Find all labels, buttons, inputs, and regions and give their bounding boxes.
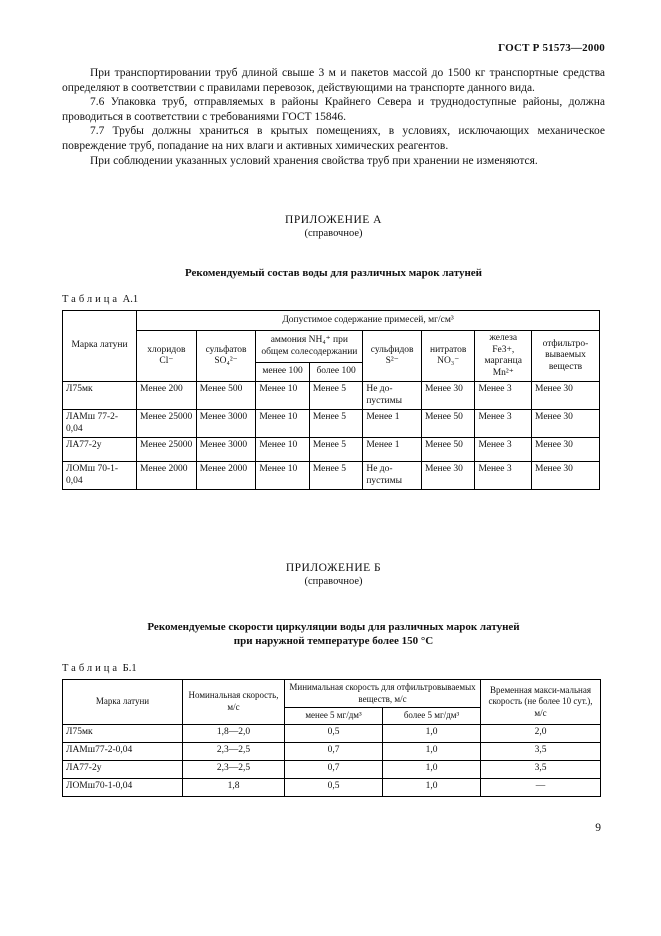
- brand-cell: Л75мк: [63, 382, 137, 410]
- brand-cell: ЛОМш70-1-0,04: [63, 778, 183, 796]
- table-a-header-ammonium-less100: менее 100: [256, 363, 309, 382]
- table-a-label: [62, 294, 605, 305]
- appendix-a-subtitle: (справочное): [304, 228, 363, 240]
- table-b-header-nominal-speed: Номинальная скорость, м/с: [183, 680, 285, 725]
- value-cell: Менее 2000: [196, 462, 256, 490]
- value-cell: Менее 3: [475, 462, 532, 490]
- table-a-header-ammonium-more100: более 100: [309, 363, 362, 382]
- value-cell: Менее 30: [532, 438, 600, 462]
- appendix-a-heading: [62, 214, 605, 239]
- value-cell: Не до-пустимы: [363, 382, 422, 410]
- table-a-title: Рекомендуемый состав воды для различных марок латуней: [184, 267, 483, 280]
- table-b-header-min-speed-group: Минимальная скорость для отфильтровываемых веществ, м/с: [285, 680, 481, 708]
- paragraph-7-7: 7.7 Трубы должны храниться в крытых помещениях, в условиях, исключающих механическое повреждение труб, попадание на них влаги и активных химических реагентов.: [62, 125, 605, 152]
- brand-cell: ЛАМш 77-2-0,04: [63, 410, 137, 438]
- table-b-header-more5: более 5 мг/дм³: [383, 708, 481, 725]
- brand-cell: ЛАМш77-2-0,04: [63, 742, 183, 760]
- value-cell: 0,7: [285, 760, 383, 778]
- appendix-b-title: ПРИЛОЖЕНИЕ Б: [285, 562, 382, 575]
- table-b-label-word: Таблица: [62, 663, 121, 675]
- table-a-label-number: А.1: [122, 294, 139, 306]
- value-cell: Менее 25000: [137, 410, 197, 438]
- table-b-title-line2: при наружной температуре более 150 °С: [233, 634, 434, 647]
- table-b-title-line1: Рекомендуемые скорости циркуляции воды для различных марок латуней: [147, 621, 520, 634]
- value-cell: Менее 5: [309, 438, 362, 462]
- value-cell: 2,3—2,5: [183, 742, 285, 760]
- table-b-label-number: Б.1: [122, 663, 137, 675]
- value-cell: Менее 50: [421, 410, 474, 438]
- value-cell: 0,5: [285, 778, 383, 796]
- value-cell: Менее 30: [532, 410, 600, 438]
- value-cell: Менее 10: [256, 438, 309, 462]
- value-cell: 1,0: [383, 742, 481, 760]
- table-a-header-filtered: отфильтро-вываемых веществ: [532, 331, 600, 382]
- brand-cell: Л75мк: [63, 724, 183, 742]
- appendix-b-subtitle: (справочное): [304, 576, 363, 588]
- brand-cell: ЛА77-2у: [63, 438, 137, 462]
- page-number: 9: [595, 822, 601, 834]
- value-cell: Менее 50: [421, 438, 474, 462]
- table-a-label-word: Таблица: [62, 294, 121, 306]
- value-cell: Менее 10: [256, 410, 309, 438]
- value-cell: 3,5: [481, 742, 601, 760]
- paragraph-transport: При транспортировании труб длиной свыше 3 м и пакетов массой до 1500 кг транспортные средства определяют в соответствии с правилами перевозок, действующими на транспорте данного вида.: [62, 67, 605, 94]
- value-cell: Менее 5: [309, 382, 362, 410]
- value-cell: Менее 30: [532, 382, 600, 410]
- table-b-label: [62, 663, 605, 674]
- value-cell: Менее 3: [475, 382, 532, 410]
- value-cell: 1,0: [383, 778, 481, 796]
- table-b: [62, 679, 601, 797]
- table-row: [63, 438, 600, 462]
- table-row: [63, 760, 601, 778]
- table-row: [63, 410, 600, 438]
- table-a-header-sulfides: сульфидов S²⁻: [363, 331, 422, 382]
- table-a-header-nitrates: нитратов NO₃⁻: [421, 331, 474, 382]
- value-cell: 1,8—2,0: [183, 724, 285, 742]
- value-cell: Менее 25000: [137, 438, 197, 462]
- paragraph-7-6: 7.6 Упаковка труб, отправляемых в районы Крайнего Севера и труднодоступные районы, должна проводиться в соответствии с требованиями ГОСТ 15846.: [62, 96, 605, 123]
- value-cell: Менее 500: [196, 382, 256, 410]
- table-row: [63, 724, 601, 742]
- value-cell: Менее 10: [256, 382, 309, 410]
- table-a: [62, 310, 600, 490]
- appendix-a-title: ПРИЛОЖЕНИЕ А: [285, 214, 382, 227]
- value-cell: Менее 30: [532, 462, 600, 490]
- brand-cell: ЛА77-2у: [63, 760, 183, 778]
- value-cell: —: [481, 778, 601, 796]
- gost-number: ГОСТ Р 51573—2000: [498, 42, 605, 54]
- table-b-header-temp-max-speed: Временная макси-мальная скорость (не более 10 сут.), м/с: [481, 680, 601, 725]
- value-cell: Менее 5: [309, 410, 362, 438]
- table-a-header-chlorides: хлоридов Cl⁻: [137, 331, 197, 382]
- value-cell: 1,8: [183, 778, 285, 796]
- value-cell: Менее 3000: [196, 438, 256, 462]
- value-cell: 1,0: [383, 724, 481, 742]
- value-cell: Менее 3: [475, 438, 532, 462]
- value-cell: Менее 1: [363, 438, 422, 462]
- value-cell: Менее 3000: [196, 410, 256, 438]
- value-cell: 3,5: [481, 760, 601, 778]
- value-cell: 2,0: [481, 724, 601, 742]
- appendix-b-heading: [62, 562, 605, 587]
- value-cell: 2,3—2,5: [183, 760, 285, 778]
- value-cell: Менее 5: [309, 462, 362, 490]
- value-cell: Менее 3: [475, 410, 532, 438]
- table-b-header-less5: менее 5 мг/дм³: [285, 708, 383, 725]
- table-row: [63, 742, 601, 760]
- value-cell: Менее 200: [137, 382, 197, 410]
- table-a-header-iron-manganese: железа Fe3+, марганца Mn²⁺: [475, 331, 532, 382]
- table-a-header-sulfates: сульфатов SO₄²⁻: [196, 331, 256, 382]
- table-a-header-brand: Марка латуни: [63, 311, 137, 382]
- paragraph-storage: При соблюдении указанных условий хранения свойства труб при хранении не изменяются.: [90, 154, 538, 167]
- table-b-header-brand: Марка латуни: [63, 680, 183, 725]
- value-cell: 0,5: [285, 724, 383, 742]
- value-cell: 0,7: [285, 742, 383, 760]
- table-row: [63, 382, 600, 410]
- value-cell: Менее 30: [421, 462, 474, 490]
- table-row: [63, 462, 600, 490]
- table-a-header-ammonium: аммония NH₄⁺ при общем солесодержании: [256, 331, 363, 363]
- table-b-title: [62, 621, 605, 648]
- value-cell: Менее 30: [421, 382, 474, 410]
- brand-cell: ЛОМш 70-1-0,04: [63, 462, 137, 490]
- body-text: [62, 66, 605, 168]
- table-a-group-header: Допустимое содержание примесей, мг/см³: [137, 311, 600, 331]
- value-cell: Не до-пустимы: [363, 462, 422, 490]
- value-cell: Менее 1: [363, 410, 422, 438]
- value-cell: Менее 10: [256, 462, 309, 490]
- value-cell: 1,0: [383, 760, 481, 778]
- value-cell: Менее 2000: [137, 462, 197, 490]
- table-row: [63, 778, 601, 796]
